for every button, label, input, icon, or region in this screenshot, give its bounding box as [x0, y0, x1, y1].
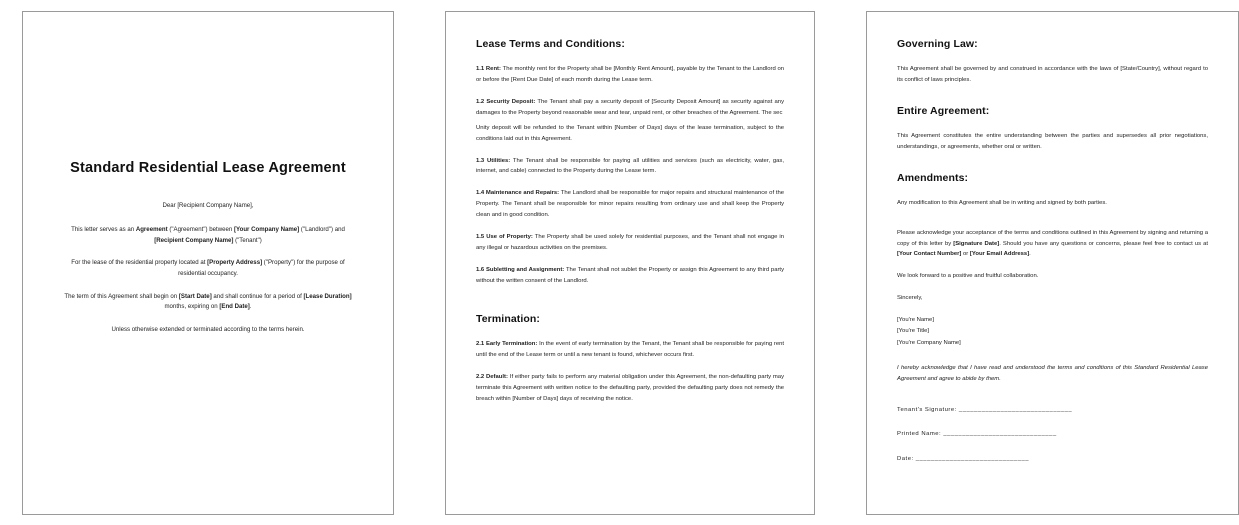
page-title: Standard Residential Lease Agreement [70, 160, 346, 176]
acknowledgement-request-text: Please acknowledge your acceptance of the terms and conditions outlined in this Agreement by signing and returning a copy of this letter by [Signature Date]. Should you have any questions or concerns, please feel free to contact us at [Your Contact Number] or [Your Email Address]. [897, 229, 1209, 258]
signer-title: [You're Title] [897, 328, 930, 335]
closing-text: We look forward to a positive and fruitful collaboration. [897, 273, 1039, 280]
section-heading-entire-agreement: Entire Agreement: [897, 104, 990, 117]
clause-1-1: 1.1 Rent: The monthly rent for the Property shall be [Monthly Rent Amount], payable by the Tenant to the Landlord on or before the [Rent Due Date] of each month during the Lease term. [476, 66, 785, 83]
signer-name: [You're Name] [897, 317, 934, 324]
intro-paragraph-4: Unless otherwise extended or terminated according to the terms herein. [111, 325, 305, 333]
clause-2-2: 2.2 Default: If either party fails to perform any material obligation under this Agreement, the non-defaulting party may terminate this Agreement with written notice to the defaulting party, provided the defaulting party does not remedy the breach within [Number of Days] days of receiving the notice. [476, 373, 785, 402]
signature-block [897, 315, 1208, 349]
document-page-1 [22, 11, 394, 515]
acknowledgement-statement: I hereby acknowledge that I have read and understood the terms and conditions of this Standard Residential Lease Agreement and agree to abide by them. [897, 364, 1209, 382]
clause-2-1: 2.1 Early Termination: In the event of early termination by the Tenant, the Tenant shall be responsible for paying rent until the end of the Lease term or until a new tenant is found, whichever occurs first. [476, 340, 785, 358]
clause-1-3: 1.3 Utilities: The Tenant shall be responsible for paying all utilities and services (such as electricity, water, gas, internet, and cable) connected to the Property during the Lease term. [476, 157, 785, 175]
clause-1-2: 1.2 Security Deposit: The Tenant shall pay a security deposit of [Security Deposit Amount] as security against any damages to the Property beyond reasonable wear and tear, unpaid rent, or other breaches of the Agreement. The sec [476, 98, 785, 116]
spacer [897, 164, 1208, 172]
spacer [897, 220, 1208, 228]
spacer [897, 97, 1208, 105]
sincerely-text: Sincerely, [897, 295, 923, 302]
intro-paragraph-2: For the lease of the residential property located at [Property Address] ("Property") for the purpose of residential occupancy. [71, 259, 345, 277]
section-heading-lease-terms: Lease Terms and Conditions: [476, 38, 625, 50]
clause-1-6: 1.6 Subletting and Assignment: The Tenant shall not sublet the Property or assign this Agreement to any third party without the written consent of the Landlord. [476, 266, 785, 284]
section-heading-amendments: Amendments: [897, 171, 969, 184]
spacer [897, 396, 1208, 404]
signer-company: [You're Company Name] [897, 339, 961, 346]
document-page-3 [866, 11, 1239, 515]
spacer [897, 349, 1208, 363]
clause-1-5: 1.5 Use of Property: The Property shall be used solely for residential purposes, and the Tenant shall not engage in any illegal or hazardous activities on the premises. [476, 234, 785, 252]
section-heading-termination: Termination: [476, 312, 541, 325]
intro-paragraph-1: This letter serves as an Agreement ("Agreement") between [Your Company Name] ("Landlord") and [Recipient Company Name] ("Tenant") [71, 226, 345, 244]
printed-name-field[interactable]: Printed Name: ______________________________ [897, 431, 1057, 438]
governing-law-text: This Agreement shall be governed by and construed in accordance with the laws of [State/Country], without regard to its conflict of laws principles. [897, 66, 1209, 83]
document-page-2 [445, 11, 815, 515]
entire-agreement-text: This Agreement constitutes the entire understanding between the parties and supersedes all prior negotiations, understandings, or agreements, whether oral or written. [897, 132, 1209, 150]
amendments-text: Any modification to this Agreement shall be in writing and signed by both parties. [897, 199, 1107, 206]
tenant-signature-field[interactable]: Tenant's Signature: ______________________________ [897, 406, 1073, 413]
intro-paragraph-3: The term of this Agreement shall begin on [Start Date] and shall continue for a period of [Lease Duration] months, expiring on [End Date]. [64, 292, 352, 311]
salutation: Dear [Recipient Company Name], [162, 202, 254, 209]
clause-1-4: 1.4 Maintenance and Repairs: The Landlord shall be responsible for major repairs and structural maintenance of the Property. The Tenant shall be responsible for minor repairs resulting from ordinary use and shall keep the Property clean and in good condition. [476, 190, 785, 219]
section-heading-governing-law: Governing Law: [897, 38, 978, 50]
clause-1-2-cont: Unity deposit will be refunded to the Tenant within [Number of Days] days of the lease termination, subject to the conditions laid out in this Agreement. [476, 124, 785, 142]
date-field[interactable]: Date: ______________________________ [897, 455, 1030, 462]
